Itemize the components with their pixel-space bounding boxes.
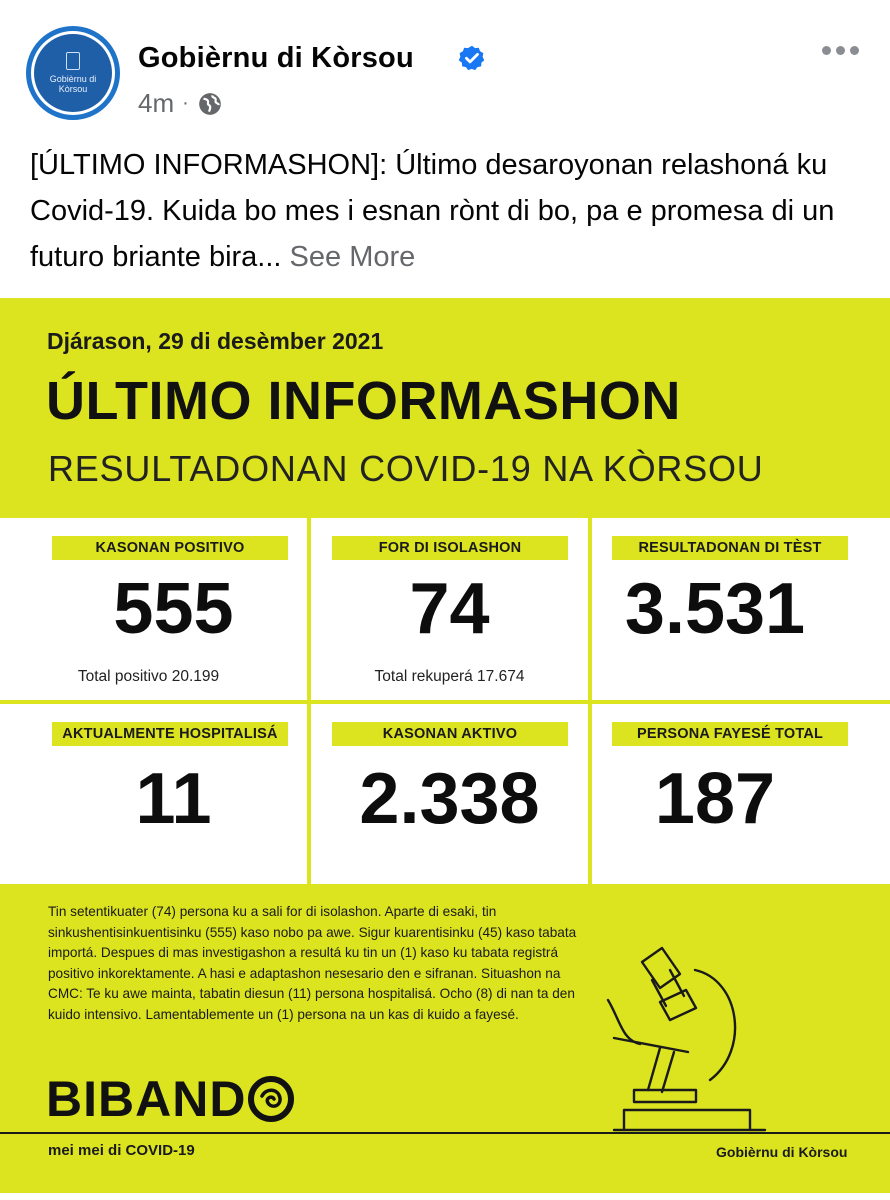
stat-box-positive-cases (0, 518, 307, 700)
stat-value: 2.338 (359, 759, 540, 839)
more-dot (850, 46, 859, 55)
card-date: Djárason, 29 di desèmber 2021 (47, 328, 384, 354)
footer-org: Gobièrnu di Kòrsou (716, 1144, 848, 1160)
post-text (30, 142, 870, 280)
stat-box-active-cases (311, 704, 588, 884)
page-name-link[interactable]: Gobièrnu di Kòrsou (138, 42, 414, 74)
stat-box-deaths (592, 704, 890, 884)
stat-value: 187 (654, 759, 776, 839)
stat-box-out-of-isolation (311, 518, 588, 700)
verified-badge-icon (458, 44, 486, 72)
card-subtitle: RESULTADONAN COVID-19 NA KÒRSOU (48, 448, 764, 489)
more-dot (836, 46, 845, 55)
see-more-link[interactable]: See More (289, 241, 416, 273)
meta-separator: · (182, 92, 189, 114)
stat-value: 74 (409, 569, 490, 649)
post-header (0, 0, 890, 130)
stat-label: KASONAN AKTIVO (332, 722, 568, 746)
post-body-text: [ÚLTIMO INFORMASHON]: Último desaroyonan relashoná ku Covid-19. Kuida bo mes i esnan rònt di bo, pa e promesa di un futuro briante bira... (30, 149, 835, 273)
emblem-icon (66, 52, 80, 70)
avatar-text-line1: Gobièrnu di (49, 74, 97, 84)
card-title: ÚLTIMO INFORMASHON (46, 371, 681, 431)
stat-label: RESULTADONAN DI TÈST (612, 536, 848, 560)
stat-sub: Total positivo 20.199 (77, 668, 220, 685)
microscope-icon (600, 940, 775, 1135)
stat-value: 11 (135, 759, 212, 839)
bibando-swirl-icon (248, 1076, 294, 1122)
stat-label: FOR DI ISOLASHON (332, 536, 568, 560)
stat-box-hospitalized (0, 704, 307, 884)
bibando-text: BIBAND (46, 1071, 247, 1127)
stat-label: AKTUALMENTE HOSPITALISÁ (52, 722, 288, 746)
stat-label: KASONAN POSITIVO (52, 536, 288, 560)
more-dot (822, 46, 831, 55)
stat-sub: Total rekuperá 17.674 (374, 668, 525, 685)
more-options-icon[interactable] (822, 40, 862, 60)
stat-value: 555 (113, 569, 234, 649)
card-note: Tin setentikuater (74) persona ku a sali for di isolashon. Aparte di esaki, tin sinkushentisinkuentisinku (555) kaso nobo pa awe. Sigur kuarentisinku (45) kaso tabata importá. Despues di mas investigashon a resultá ku tin un (1) kaso ku tabata registrá positivo inkorektamente. A hasi e adaptashon nesesario den e sifranan. Situashon na CMC: Te ku awe mainta, tabatin diesun (11) persona hospitalisá. Ocho (8) di nan ta den kuido intensivo. Lamentablemente un (1) persona na un kas di kuido a fayesé. (48, 904, 577, 1022)
stat-value: 3.531 (624, 569, 806, 649)
bibando-logo (46, 1070, 294, 1128)
campaign-tagline: mei mei di COVID-19 (48, 1142, 195, 1159)
avatar-emblem-area (34, 34, 112, 112)
post-meta (138, 88, 223, 119)
stat-label: PERSONA FAYESÉ TOTAL (612, 722, 848, 746)
post-image[interactable] (0, 298, 890, 1193)
page-avatar[interactable] (26, 26, 120, 120)
stat-box-test-results (592, 518, 890, 700)
avatar-text-line2: Kòrsou (58, 84, 88, 94)
footer-divider (0, 1132, 890, 1134)
post-timestamp[interactable]: 4m (138, 88, 175, 118)
stats-grid (0, 518, 890, 884)
globe-icon[interactable] (197, 91, 223, 117)
